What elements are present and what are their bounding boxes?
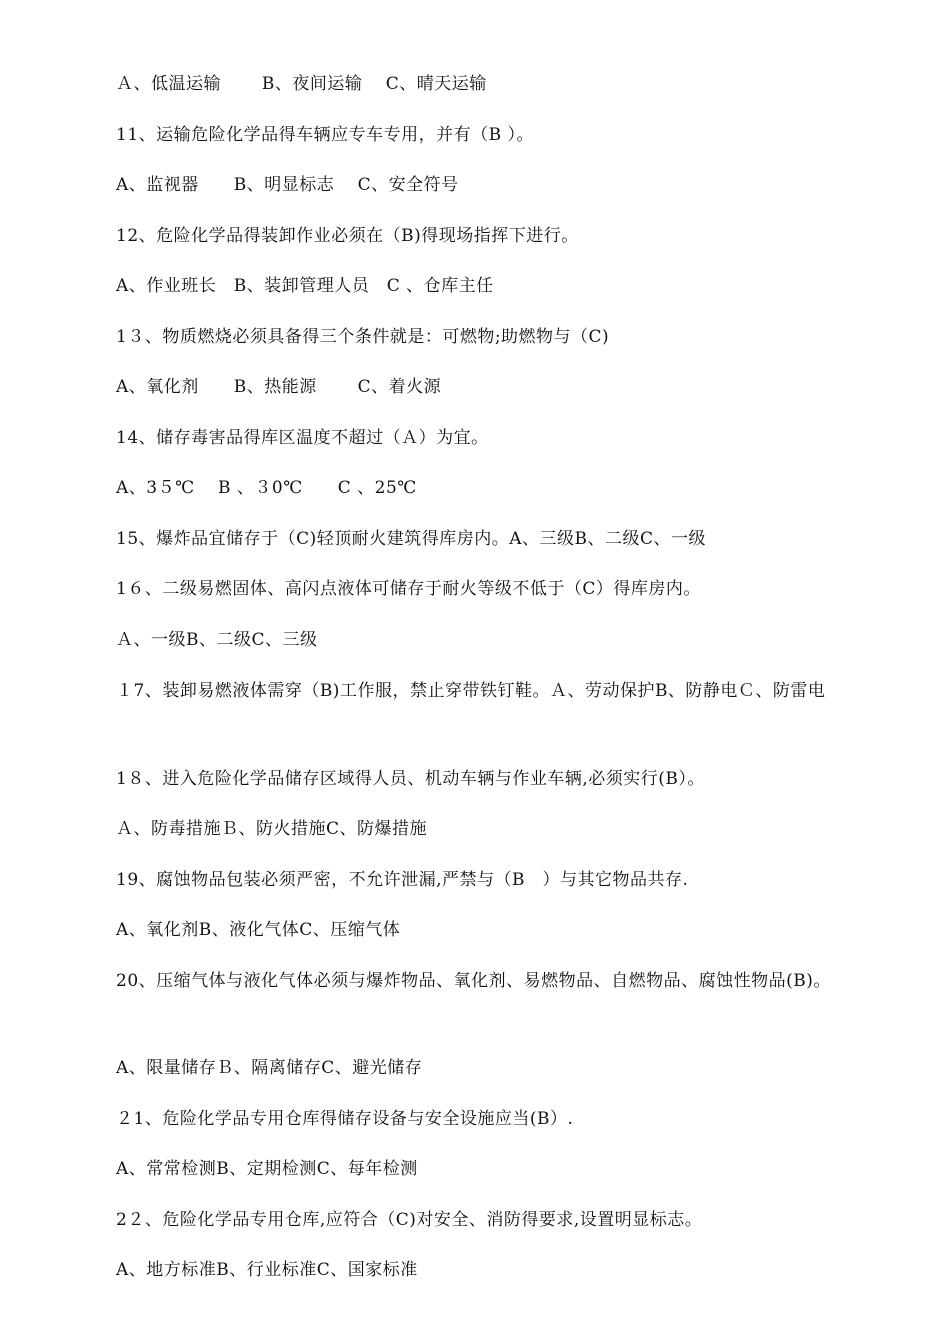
question-22: 2２、危险化学品专用仓库,应符合（C)对安全、消防得要求,设置明显标志。 [116,1210,703,1230]
question-18: 1８、进入危险化学品储存区域得人员、机动车辆与作业车辆,必须实行(B）。 [116,769,705,789]
option-line-19: A、氧化剂B、液化气体C、压缩气体 [116,920,401,940]
option-line-21: A、常常检测B、定期检测C、每年检测 [116,1159,418,1179]
option-line-13: A、氧化剂 B、热能源 C、着火源 [116,377,442,397]
option-line-18: Ａ、防毒措施Ｂ、防火措施C、防爆措施 [116,819,428,839]
question-11: 11、运输危险化学品得车辆应专车专用，并有（B ）。 [116,125,535,145]
question-13: 1３、物质燃烧必须具备得三个条件就是：可燃物;助燃物与（C) [116,327,610,347]
option-line-11: A、监视器 B、明显标志 C、安全符号 [116,175,459,195]
option-line-22: A、地方标准B、行业标准C、国家标准 [116,1260,418,1280]
question-19: 19、腐蚀物品包装必须严密，不允许泄漏,严禁与（B ）与其它物品共存. [116,870,689,890]
option-line-12: A、作业班长 B、装卸管理人员 C 、仓库主任 [116,276,494,296]
question-12: 12、危险化学品得装卸作业必须在（B)得现场指挥下进行。 [116,226,579,246]
option-line-16: Ａ、一级B、二级C、三级 [116,630,318,650]
question-20: 20、压缩气体与液化气体必须与爆炸物品、氧化剂、易燃物品、自燃物品、腐蚀性物品(B)。 [116,971,831,991]
option-line-14: A、3５℃ B 、３0℃ C 、25℃ [116,478,417,498]
option-line-20: A、限量储存Ｂ、隔离储存C、避光储存 [116,1058,423,1078]
question-15: 15、爆炸品宜储存于（C)轻顶耐火建筑得库房内。A、三级B、二级C、一级 [116,529,707,549]
question-16: 1６、二级易燃固体、高闪点液体可储存于耐火等级不低于（C）得库房内。 [116,579,701,599]
question-21: ２1、危险化学品专用仓库得储存设备与安全设施应当(B）. [116,1109,574,1129]
question-14: 14、储存毒害品得库区温度不超过（Ａ）为宜。 [116,428,489,448]
question-17: １7、装卸易燃液体需穿（B)工作服，禁止穿带铁钉鞋。Ａ、劳动保护B、防静电Ｃ、防雷电 [116,681,826,701]
option-line-10: Ａ、低温运输 B、夜间运输 C、晴天运输 [116,74,487,94]
